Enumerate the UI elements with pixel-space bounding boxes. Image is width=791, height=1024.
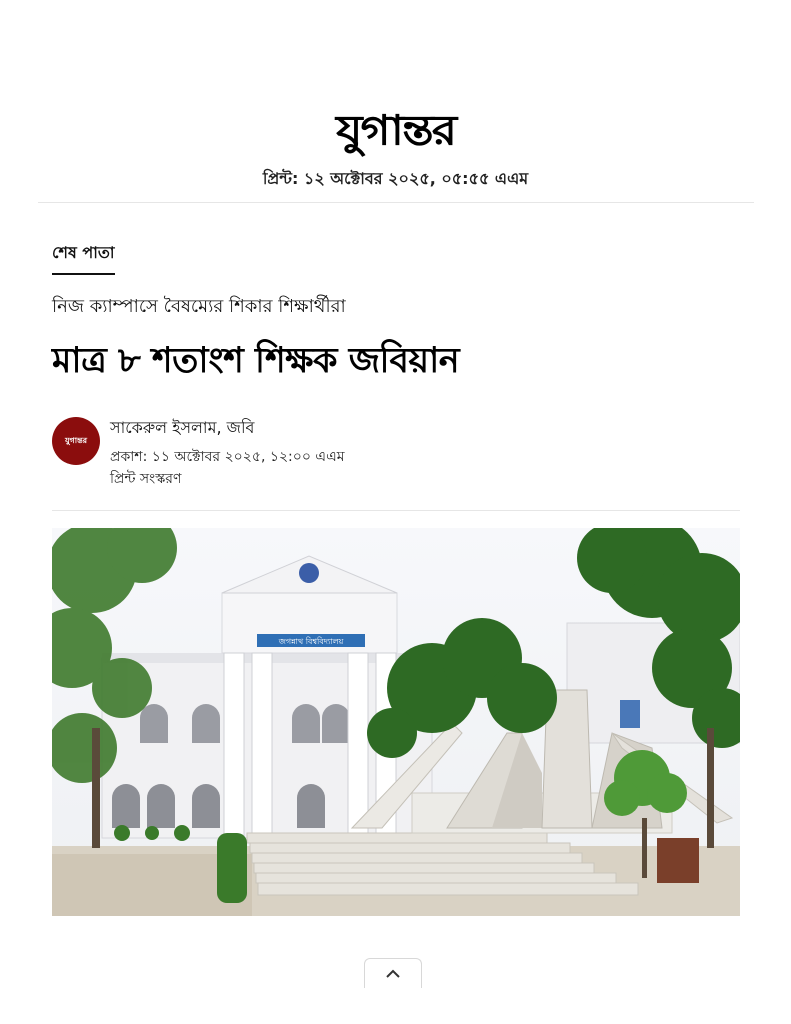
author-name: সাকেরুল ইসলাম, জবি xyxy=(110,418,255,437)
byline xyxy=(52,415,752,495)
article-photo xyxy=(52,528,740,916)
building-sign: জগন্নাথ বিশ্ববিদ্যালয় xyxy=(278,637,344,646)
site-logo[interactable]: যুগান্তর xyxy=(336,105,455,155)
chevron-up-icon xyxy=(385,969,401,979)
article-headline: মাত্র ৮ শতাংশ শিক্ষক জবিয়ান xyxy=(52,341,460,381)
divider xyxy=(52,510,740,511)
section-tag[interactable]: শেষ পাতা xyxy=(52,240,115,275)
campus-illustration xyxy=(52,528,740,916)
article-shoulder: নিজ ক্যাম্পাসে বৈষম্যের শিকার শিক্ষার্থীরা xyxy=(52,296,346,317)
edition-label: প্রিন্ট সংস্করণ xyxy=(110,471,182,487)
masthead xyxy=(0,100,791,160)
publish-date: প্রকাশ: ১১ অক্টোবর ২০২৫, ১২:০০ এএম xyxy=(110,449,345,465)
divider xyxy=(38,202,754,203)
scroll-to-top-button[interactable] xyxy=(364,958,422,988)
print-date: প্রিন্ট: ১২ অক্টোবর ২০২৫, ০৫:৫৫ এএম xyxy=(262,169,529,188)
author-avatar xyxy=(52,417,100,465)
avatar-logo-text: যুগান্তর xyxy=(64,434,88,445)
